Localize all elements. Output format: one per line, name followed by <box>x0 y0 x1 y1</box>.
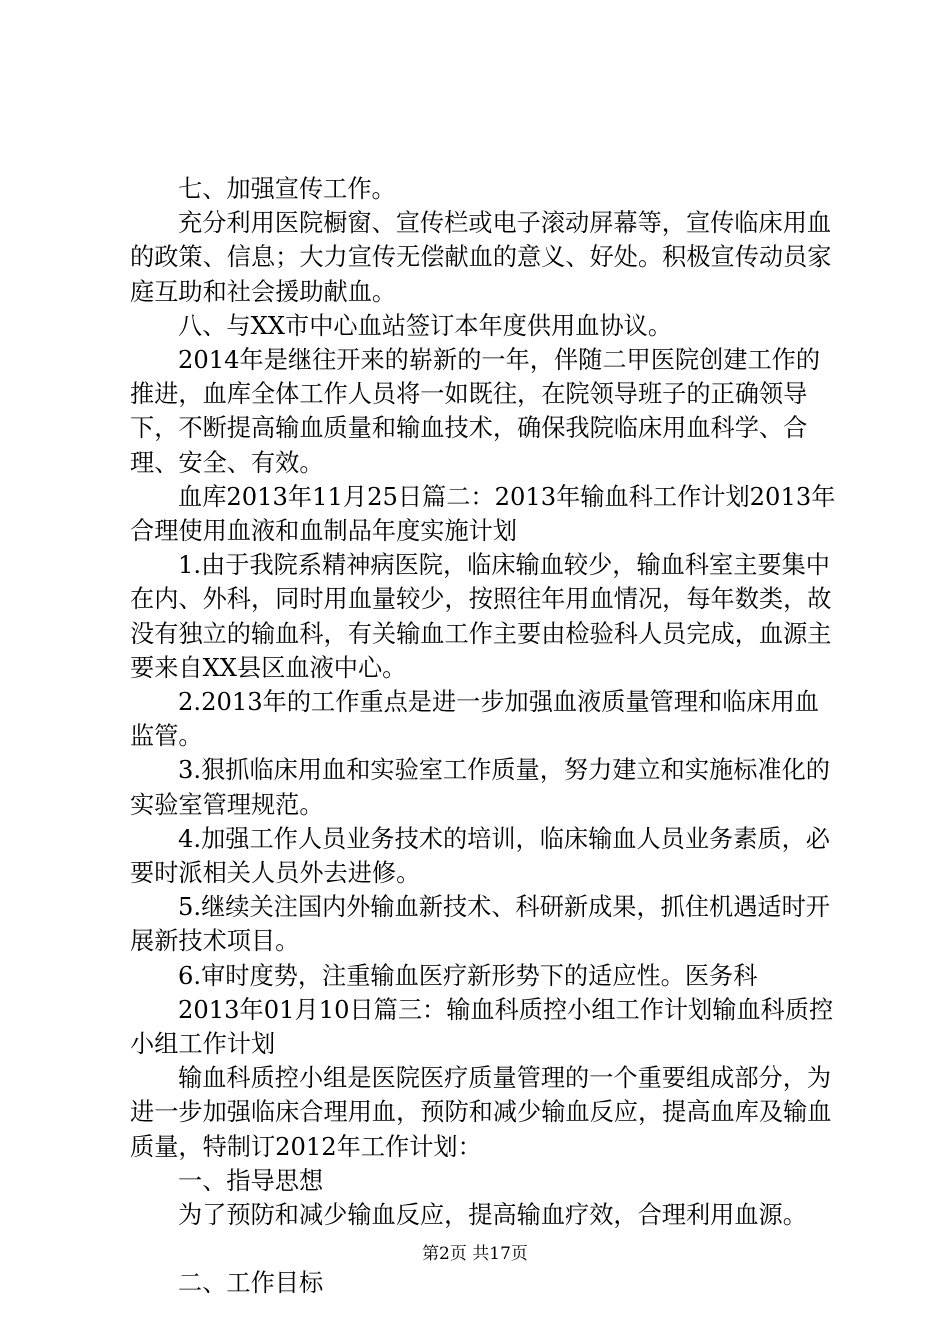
list-item-5: 5.继续关注国内外输血新技术、科研新成果，抓住机遇适时开展新技术项目。 <box>130 893 830 956</box>
section-heading-publicity: 七、加强宣传工作。 <box>178 175 396 203</box>
list-item-6: 6.审时度势，注重输血医疗新形势下的适应性。医务科 <box>178 961 758 990</box>
body-paragraph: 为了预防和减少输血反应，提高输血疗效，合理利用血源。 <box>178 1201 807 1230</box>
body-paragraph: 充分利用医院橱窗、宣传栏或电子滚动屏幕等，宣传临床用血的政策、信息；大力宣传无偿献血的意义、好处。积极宣传动员家庭互助和社会援助献血。 <box>130 209 832 306</box>
list-item-1: 1.由于我院系精神病医院，临床输血较少，输血科室主要集中在内、外科，同时用血量较少，按照往年用血情况，每年数类，故没有独立的输血科，有关输血工作主要由检验科人员完成，血源主要来自XX县区血液中心。 <box>130 551 832 682</box>
body-paragraph: 2013年01月10日篇三：输血科质控小组工作计划输血科质控小组工作计划 <box>130 995 834 1059</box>
section-heading-guiding-ideology: 一、指导思想 <box>178 1166 324 1195</box>
document-body <box>130 172 842 1301</box>
page-number: 第2页 共17页 <box>422 1244 528 1264</box>
body-paragraph: 2014年是继往开来的崭新的一年，伴随二甲医院创建工作的推进，血库全体工作人员将一如既往，在院领导班子的正确领导下，不断提高输血质量和输血技术，确保我院临床用血科学、合理、安全、有效。 <box>130 346 821 477</box>
body-paragraph: 血库2013年11月25日篇二：2013年输血科工作计划2013年合理使用血液和血制品年度实施计划 <box>130 482 836 546</box>
section-heading-blood-station-agreement: 八、与XX市中心血站签订本年度供用血协议。 <box>178 311 673 340</box>
list-item-2: 2.2013年的工作重点是进一步加强血液质量管理和临床用血监管。 <box>130 688 819 751</box>
section-heading-work-goals: 二、工作目标 <box>178 1269 324 1298</box>
body-paragraph: 输血科质控小组是医院医疗质量管理的一个重要组成部分，为进一步加强临床合理用血，预防和减少输血反应，提高血库及输血质量，特制订2012年工作计划： <box>130 1064 832 1161</box>
list-item-3: 3.狠抓临床用血和实验室工作质量，努力建立和实施标准化的实验室管理规范。 <box>130 756 830 819</box>
list-item-4: 4.加强工作人员业务技术的培训，临床输血人员业务素质，必要时派相关人员外去进修。 <box>130 824 830 888</box>
page-footer <box>0 1243 950 1265</box>
